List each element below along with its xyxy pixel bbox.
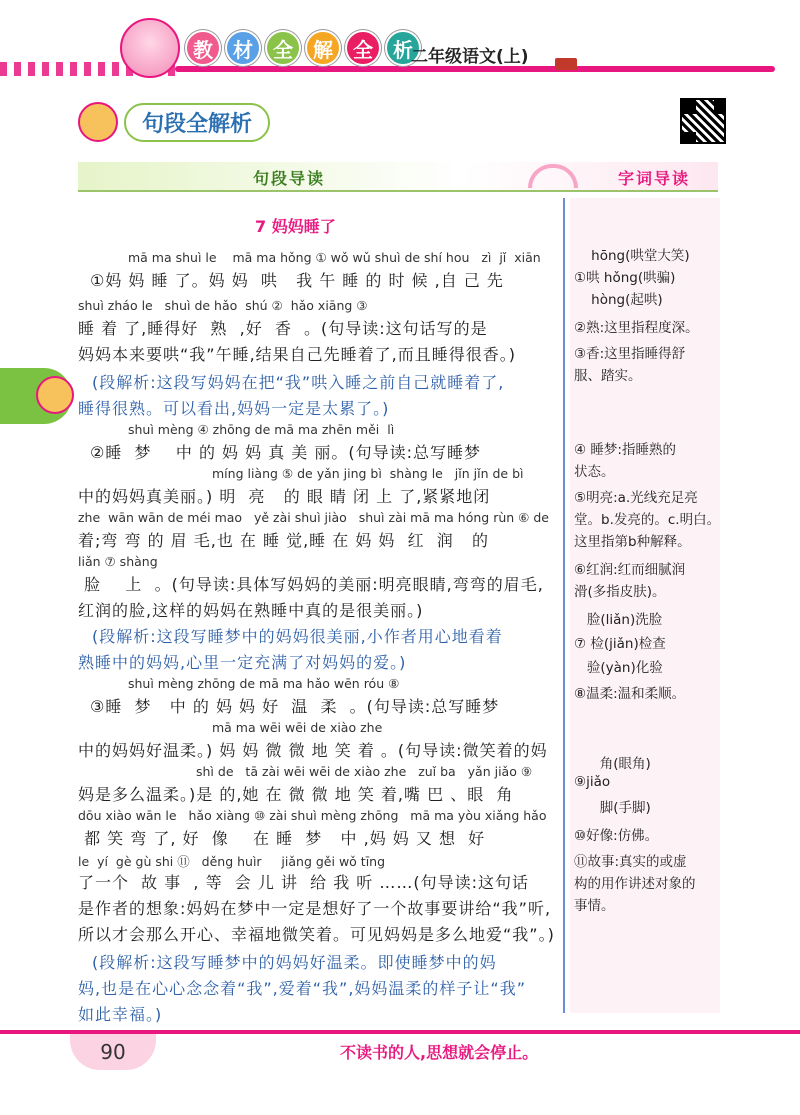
note-line: 脸(liǎn)洗脸 (574, 612, 663, 628)
text-line: 中的妈妈好温柔。) 妈 妈 微 微 地 笑 着 。(句导读:微笑着的妈 (78, 741, 548, 760)
text-line: 妈妈本来要哄“我”午睡,结果自己先睡着了,而且睡得很香。) (78, 345, 516, 364)
note-line: ⑥红润:红而细腻润 (574, 562, 686, 578)
text-line: 了一个 故 事 , 等 会 儿 讲 给 我 听 ……(句导读:这句话 (78, 873, 530, 892)
lesson-title: 7 妈妈睡了 (255, 217, 336, 236)
title-char: 材 (225, 30, 261, 66)
title-char: 解 (305, 30, 341, 66)
pinyin-line: míng liàng ⑤ de yǎn jing bì shàng le jǐn jǐn de bì (212, 466, 524, 481)
note-line: 构的用作讲述对象的 (574, 876, 696, 892)
title-char: 教 (185, 30, 221, 66)
note-line: 脚(手脚) (574, 800, 651, 816)
pinyin-line: shuì mèng ④ zhōng de mā ma zhēn měi lì (128, 422, 395, 437)
text-line: ①妈 妈 睡 了。妈 妈 哄 我 午 睡 的 时 候 ,自 己 先 (90, 271, 504, 290)
footer-motto: 不读书的人,思想就会停止。 (340, 1043, 539, 1062)
note-line: ②熟:这里指程度深。 (574, 320, 699, 336)
note-line: ⑨jiǎo (574, 774, 611, 790)
rainbow-icon (528, 164, 578, 188)
pinyin-line: zhe wān wān de méi mao yě zài shuì jiào shuì zài mā ma hóng rùn ⑥ de (78, 510, 549, 525)
title-char: 全 (345, 30, 381, 66)
note-line: ⑪故事:真实的或虚 (574, 854, 687, 870)
grade-label: 二年级语文(上) (405, 42, 535, 70)
column-divider (563, 198, 565, 1013)
pencil-icon (555, 58, 577, 70)
note-line: ③香:这里指睡得舒 (574, 346, 686, 362)
note-line: 状态。 (574, 464, 615, 480)
section-title (78, 105, 270, 139)
text-line: 中的妈妈真美丽。) 明 亮 的 眼 睛 闭 上 了,紧紧地闭 (78, 487, 491, 506)
analysis-line: 妈,也是在心心念念着“我”,爱着“我”,妈妈温柔的样子让“我” (78, 979, 526, 998)
note-line: ⑧温柔:温和柔顺。 (574, 686, 686, 702)
note-line: 这里指第b种解释。 (574, 534, 691, 550)
page-header (0, 0, 800, 90)
text-line: 着;弯 弯 的 眉 毛,也 在 睡 觉,睡 在 妈 妈 红 润 的 (78, 531, 490, 550)
mascot-icon (120, 18, 180, 78)
text-line: 所以才会那么开心、幸福地微笑着。可见妈妈是多么地爱“我”。) (78, 925, 555, 944)
tab-sentence-guide: 句段导读 (253, 169, 326, 188)
note-line: ④ 睡梦:指睡熟的 (574, 442, 676, 458)
note-line: hòng(起哄) (574, 292, 663, 308)
pinyin-line: shuì mèng zhōng de mā ma hǎo wēn róu ⑧ (128, 676, 400, 691)
note-line: 滑(多指皮肤)。 (574, 584, 666, 600)
title-char: 全 (265, 30, 301, 66)
text-line: 红润的脸,这样的妈妈在熟睡中真的是很美丽。) (78, 601, 424, 620)
note-line: ⑤明亮:a.光线充足亮 (574, 490, 698, 506)
analysis-line: (段解析:这段写睡梦中的妈妈好温柔。即使睡梦中的妈 (92, 953, 497, 972)
pinyin-line: mā ma wēi wēi de xiào zhe (212, 720, 383, 735)
analysis-line: 睡得很熟。可以看出,妈妈一定是太累了。) (78, 399, 390, 418)
note-line: ⑩好像:仿佛。 (574, 828, 659, 844)
text-line: 是作者的想象:妈妈在梦中一定是想好了一个故事要讲给“我”听, (78, 899, 552, 918)
text-line: 脸 上 。(句导读:具体写妈妈的美丽:明亮眼睛,弯弯的眉毛, (78, 575, 544, 594)
note-line: 角(眼角) (574, 756, 651, 772)
analysis-line: 如此幸福。) (78, 1005, 163, 1024)
divider (78, 190, 718, 192)
book-title (185, 30, 421, 66)
section-title-text: 句段全解析 (124, 103, 270, 142)
text-line: ③睡 梦 中 的 妈 妈 好 温 柔 。(句导读:总写睡梦 (90, 697, 500, 716)
note-line: hōng(哄堂大笑) (574, 248, 690, 264)
mascot-icon (78, 102, 118, 142)
analysis-line: (段解析:这段写睡梦中的妈妈很美丽,小作者用心地看着 (92, 627, 503, 646)
pinyin-line: mā ma shuì le mā ma hǒng ① wǒ wǔ shuì de shí hou zì jǐ xiān (128, 250, 541, 265)
text-line: 都 笑 弯 了, 好 像 在 睡 梦 中 ,妈 妈 又 想 好 (78, 829, 486, 848)
pinyin-line: liǎn ⑦ shàng (78, 554, 158, 569)
pinyin-line: le yí gè gù shi ⑪ děng huìr jiǎng gěi wǒ tīng (78, 854, 386, 869)
text-line: 妈是多么温柔。)是 的,她 在 微 微 地 笑 着,嘴 巴 、眼 角 (78, 785, 514, 804)
note-line: 堂。b.发亮的。c.明白。 (574, 512, 721, 528)
mascot-icon (36, 376, 74, 414)
analysis-line: (段解析:这段写妈妈在把“我”哄入睡之前自己就睡着了, (92, 373, 505, 392)
qr-code-icon[interactable] (680, 98, 726, 144)
note-line: 验(yàn)化验 (574, 660, 663, 676)
text-line: 睡 着 了,睡得好 熟 ,好 香 。(句导读:这句话写的是 (78, 319, 488, 338)
note-line: ①哄 hǒng(哄骗) (574, 270, 676, 286)
note-line: 事情。 (574, 898, 615, 914)
note-line: ⑦ 检(jiǎn)检查 (574, 636, 666, 652)
text-line: ②睡 梦 中 的 妈 妈 真 美 丽。(句导读:总写睡梦 (90, 443, 482, 462)
pinyin-line: shuì zháo le shuì de hǎo shú ② hǎo xiāng ③ (78, 298, 368, 313)
analysis-line: 熟睡中的妈妈,心里一定充满了对妈妈的爱。) (78, 653, 407, 672)
title-char: 析 (385, 30, 421, 66)
tab-word-guide: 字词导读 (618, 169, 691, 188)
tab-row (78, 162, 718, 190)
page-number: 90 (70, 1034, 156, 1070)
pinyin-line: dōu xiào wān le hǎo xiàng ⑩ zài shuì mèng zhōng mā ma yòu xiǎng hǎo (78, 808, 547, 823)
note-line: 服、踏实。 (574, 368, 642, 384)
pinyin-line: shì de tā zài wēi wēi de xiào zhe zuǐ ba yǎn jiǎo ⑨ (196, 764, 533, 779)
